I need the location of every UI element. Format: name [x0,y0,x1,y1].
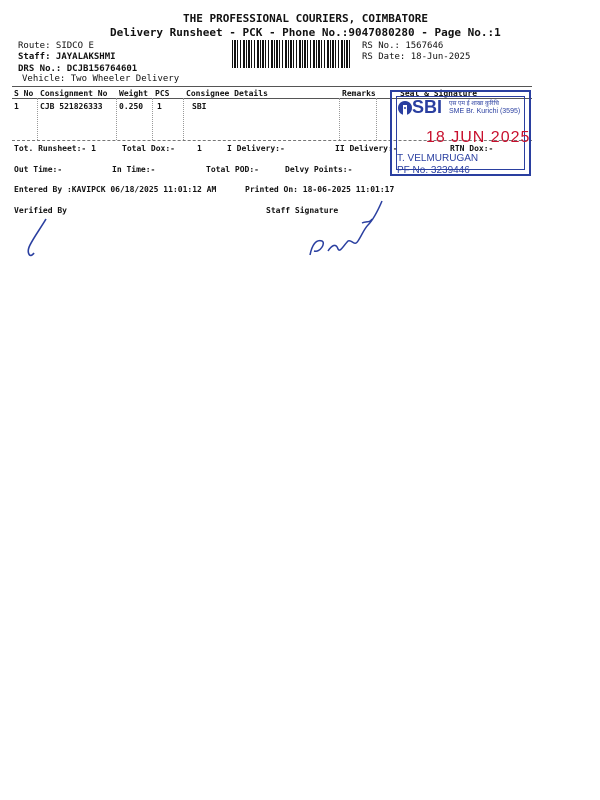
sbi-logo-icon [398,101,412,115]
tot-runsheet: Tot. Runsheet:- 1 [14,144,96,153]
col-header-consignee: Consignee Details [186,89,268,98]
rs-date: RS Date: 18-Jun-2025 [362,52,471,62]
total-dox-value: 1 [197,144,202,153]
runsheet-subtitle: Delivery Runsheet - PCK - Phone No.:9047080280 - Page No.:1 [110,26,501,39]
company-title: THE PROFESSIONAL COURIERS, COIMBATORE [183,12,429,25]
delvy-points: Delvy Points:- [285,165,353,174]
rs-number: RS No.: 1567646 [362,41,444,51]
drs-number: DRS No.: DCJB156764601 [18,64,138,74]
col-divider [183,98,184,140]
cell-pcs: 1 [157,102,162,111]
col-divider [116,98,117,140]
i-delivery: I Delivery:- [227,144,285,153]
stamp-date: 18 JUN 2025 [426,129,531,146]
cell-sno: 1 [14,102,19,111]
staff-signature-scribble [300,195,390,265]
route-text: Route: SIDCO E [18,41,94,51]
stamp-pf-number: PF No. 3239446 [397,165,470,176]
verification-tick-mark [20,215,60,265]
drs-barcode [232,40,352,68]
col-divider [152,98,153,140]
col-header-sno: S No [14,89,34,98]
table-top-rule [12,86,532,87]
out-time: Out Time:- [14,165,63,174]
stamp-branch-hindi: एस एम ई शाखा कुरिचि [449,101,499,107]
staff-signature-label: Staff Signature [266,206,339,215]
col-header-seal-signature: Seal & Signature [400,89,478,98]
staff-text: Staff: JAYALAKSHMI [18,52,116,62]
sbi-logo [398,97,442,118]
cell-weight: 0.250 [119,102,144,111]
col-divider [376,98,377,140]
stamp-officer-name: T. VELMURUGAN [397,153,479,164]
col-header-consignment: Consignment No [40,89,108,98]
ii-delivery: II Delivery:- [335,144,398,153]
rtn-dox: RTN Dox:- [450,144,494,153]
total-pod: Total POD:- [206,165,259,174]
cell-consignee: SBI [192,102,207,111]
cell-consignment-no: CJB 521826333 [40,102,103,111]
col-header-pcs: PCS [155,89,170,98]
sbi-logo-text: SBI [412,97,443,117]
verified-by-label: Verified By [14,206,67,215]
vehicle-text: Vehicle: Two Wheeler Delivery [22,74,180,84]
printed-on: Printed On: 18-06-2025 11:01:17 [245,185,395,194]
col-divider [339,98,340,140]
col-header-weight: Weight [119,89,148,98]
entered-by: Entered By :KAVIPCK 06/18/2025 11:01:12 AM [14,185,217,194]
in-time: In Time:- [112,165,156,174]
col-header-remarks: Remarks [342,89,376,98]
total-dox-label: Total Dox:- [122,144,175,153]
col-divider [37,98,38,140]
stamp-branch: SME Br. Kurichi (3595) [449,108,521,115]
